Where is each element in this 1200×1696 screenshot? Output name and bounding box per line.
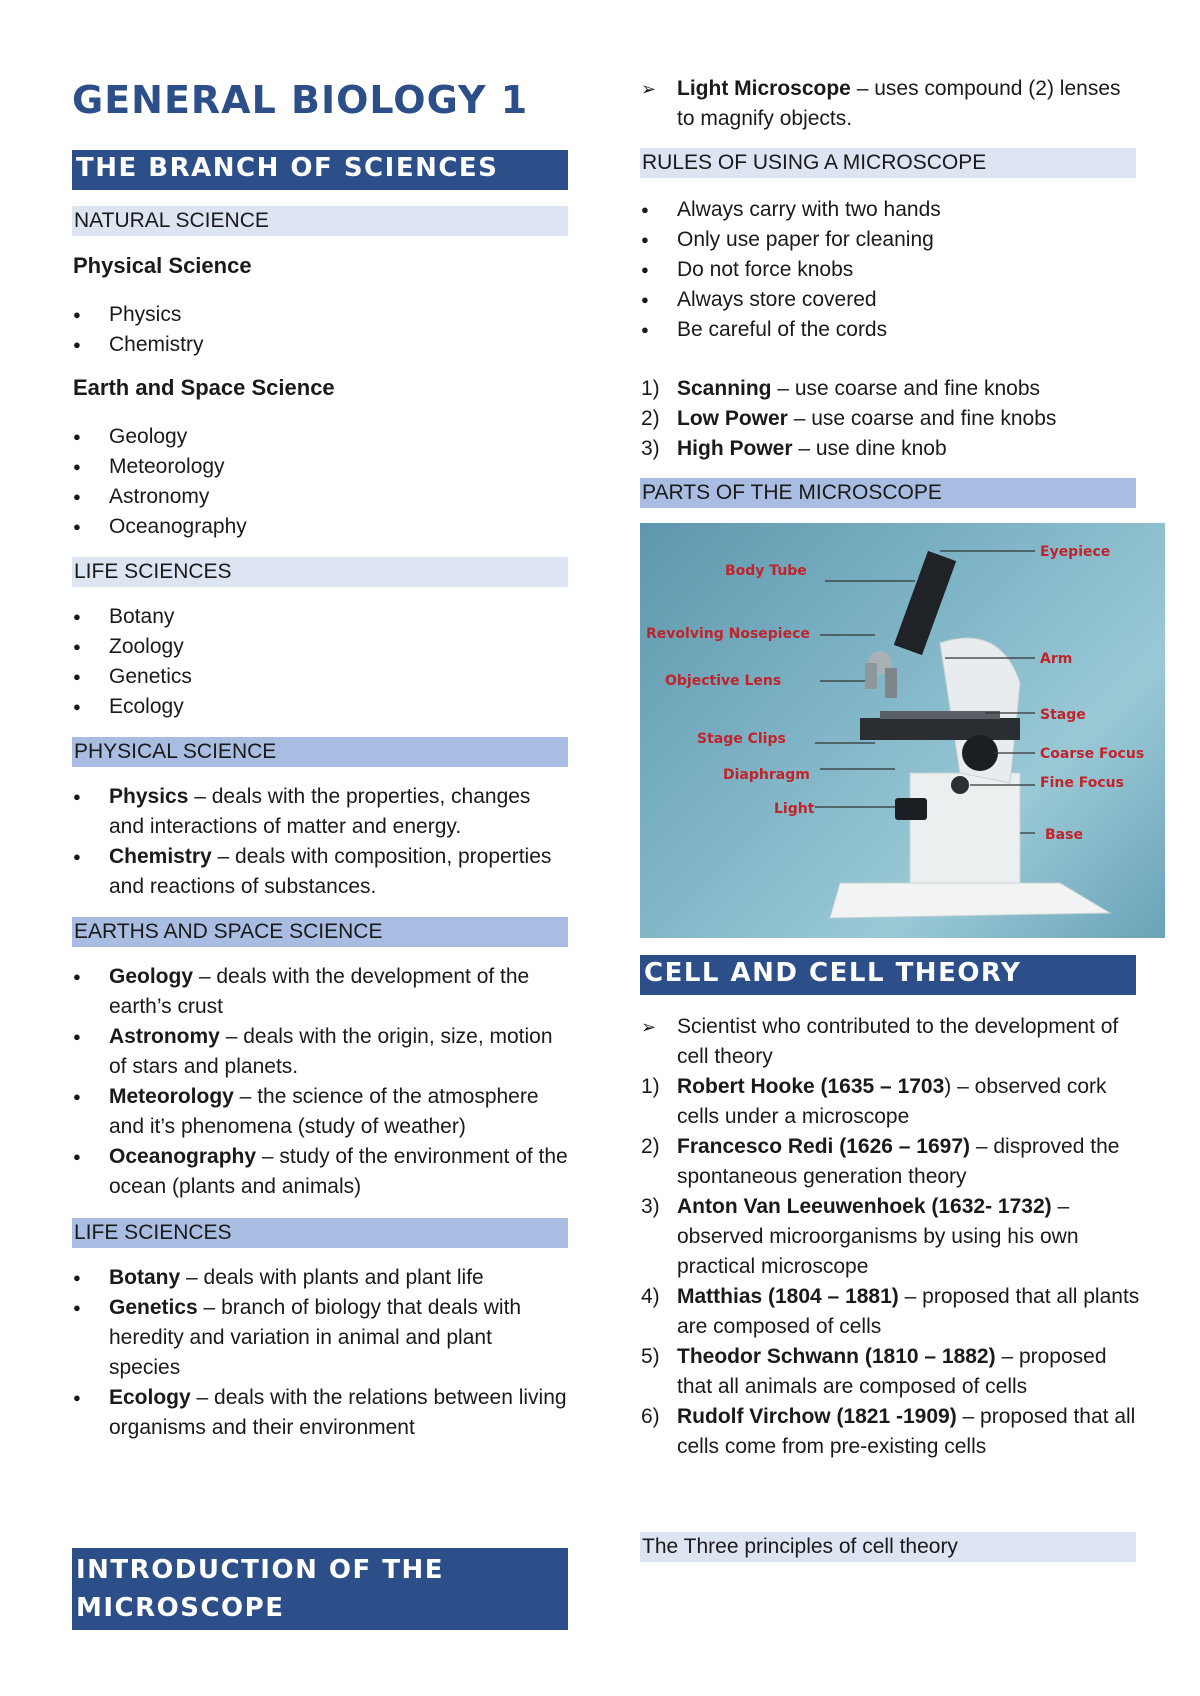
label-base: Base [1045, 827, 1083, 843]
light-source [895, 798, 927, 820]
list-item: ● Zoology [72, 632, 568, 662]
fine-focus-knob [951, 776, 969, 794]
definition-item: ● Botany – deals with plants and plant life [72, 1263, 568, 1293]
definition-item: ● Oceanography – study of the environment of the ocean (plants and animals) [72, 1142, 568, 1202]
label-arm: Arm [1040, 651, 1073, 667]
life-sciences-list [72, 602, 568, 722]
cell-theory-heading: CELL AND CELL THEORY [640, 955, 1136, 995]
list-item: ● Do not force knobs [640, 255, 1136, 285]
microscope-base [830, 883, 1110, 918]
physical-science-heading: PHYSICAL SCIENCE [72, 737, 568, 767]
list-item: ● Botany [72, 602, 568, 632]
physical-science-list [72, 300, 568, 360]
rules-list [640, 195, 1136, 345]
parts-heading: PARTS OF THE MICROSCOPE [640, 478, 1136, 508]
light-microscope-note [640, 74, 1140, 134]
list-item: 4) Matthias (1804 – 1881) – proposed that all plants are composed of cells [641, 1285, 1140, 1338]
natural-science-heading: NATURAL SCIENCE [72, 206, 568, 236]
label-stage-clips: Stage Clips [697, 731, 786, 747]
definition-item: ● Genetics – branch of biology that deals with heredity and variation in animal and plant species [72, 1293, 568, 1383]
list-item: 6) Rudolf Virchow (1821 -1909) – proposed that all cells come from pre-existing cells [641, 1405, 1136, 1458]
coarse-focus-knob [962, 735, 998, 771]
list-item: ● Always store covered [640, 285, 1136, 315]
list-item: 2) Francesco Redi (1626 – 1697) – disproved the spontaneous generation theory [641, 1135, 1120, 1188]
list-item: 1) Scanning – use coarse and fine knobs [641, 377, 1041, 400]
list-item: ● Ecology [72, 692, 568, 722]
label-fine-focus: Fine Focus [1040, 775, 1124, 791]
list-item: 3) High Power – use dine knob [641, 437, 947, 460]
label-nosepiece: Revolving Nosepiece [646, 626, 810, 642]
definition-item: ● Physics – deals with the properties, changes and interactions of matter and energy. [72, 782, 568, 842]
earth-space-heading: EARTHS AND SPACE SCIENCE [72, 917, 568, 947]
microscope-stage [860, 718, 1020, 740]
objectives-list [640, 374, 1140, 464]
principles-heading: The Three principles of cell theory [640, 1532, 1136, 1562]
branch-heading: THE BRANCH OF SCIENCES [72, 150, 568, 190]
definition-item: ● Ecology – deals with the relations between living organisms and their environment [72, 1383, 568, 1443]
physical-science-subheading: Physical Science [73, 253, 252, 278]
arrow-icon: ➢ [641, 79, 657, 99]
doc-title: GENERAL BIOLOGY 1 [72, 78, 529, 122]
label-light: Light [774, 801, 815, 817]
list-item: 5) Theodor Schwann (1810 – 1882) – proposed that all animals are composed of cells [641, 1345, 1107, 1398]
list-item: 1) Robert Hooke (1635 – 1703) – observed cork cells under a microscope [641, 1075, 1107, 1128]
list-item: 2) Low Power – use coarse and fine knobs [641, 407, 1057, 430]
label-body-tube: Body Tube [725, 563, 807, 579]
label-objective-lens: Objective Lens [665, 673, 782, 689]
earth-space-defs [72, 962, 568, 1202]
rules-heading: RULES OF USING A MICROSCOPE [640, 148, 1136, 178]
life-sciences-heading: LIFE SCIENCES [72, 557, 568, 587]
label-coarse-focus: Coarse Focus [1040, 746, 1145, 762]
list-item: ● Be careful of the cords [640, 315, 1136, 345]
arrow-icon: ➢ [641, 1017, 657, 1037]
list-item: ● Meteorology [72, 452, 568, 482]
list-item: ➢ Scientist who contributed to the development of cell theory [640, 1012, 1140, 1072]
list-item: ● Physics [72, 300, 568, 330]
list-item: 3) Anton Van Leeuwenhoek (1632- 1732) – observed microorganisms by using his own practical microscope [641, 1195, 1079, 1278]
physical-science-defs [72, 782, 568, 902]
list-item: ● Geology [72, 422, 568, 452]
list-item: ● Chemistry [72, 330, 568, 360]
scientists-list [640, 1012, 1140, 1462]
life-sciences-defs-heading: LIFE SCIENCES [72, 1218, 568, 1248]
definition-item: ● Chemistry – deals with composition, properties and reactions of substances. [72, 842, 568, 902]
label-diaphragm: Diaphragm [723, 767, 810, 783]
microscope-body-tube [894, 551, 956, 655]
earth-space-subheading: Earth and Space Science [73, 375, 335, 400]
list-item: ● Oceanography [72, 512, 568, 542]
list-item: ● Genetics [72, 662, 568, 692]
microscope-diagram [640, 523, 1165, 938]
list-item: ● Always carry with two hands [640, 195, 1136, 225]
life-sciences-defs [72, 1263, 568, 1443]
definition-item: ● Geology – deals with the development of the earth’s crust [72, 962, 568, 1022]
label-eyepiece: Eyepiece [1040, 544, 1111, 560]
earth-space-list [72, 422, 568, 542]
definition-item: ● Meteorology – the science of the atmosphere and it’s phenomena (study of weather) [72, 1082, 568, 1142]
label-stage: Stage [1040, 707, 1086, 723]
definition-item: ➢ Light Microscope – uses compound (2) lenses to magnify objects. [640, 74, 1140, 134]
intro-microscope-heading: INTRODUCTION OF THE MICROSCOPE [72, 1548, 568, 1630]
definition-item: ● Astronomy – deals with the origin, size, motion of stars and planets. [72, 1022, 568, 1082]
list-item: ● Astronomy [72, 482, 568, 512]
microscope-photo [640, 523, 1165, 938]
list-item: ● Only use paper for cleaning [640, 225, 1136, 255]
